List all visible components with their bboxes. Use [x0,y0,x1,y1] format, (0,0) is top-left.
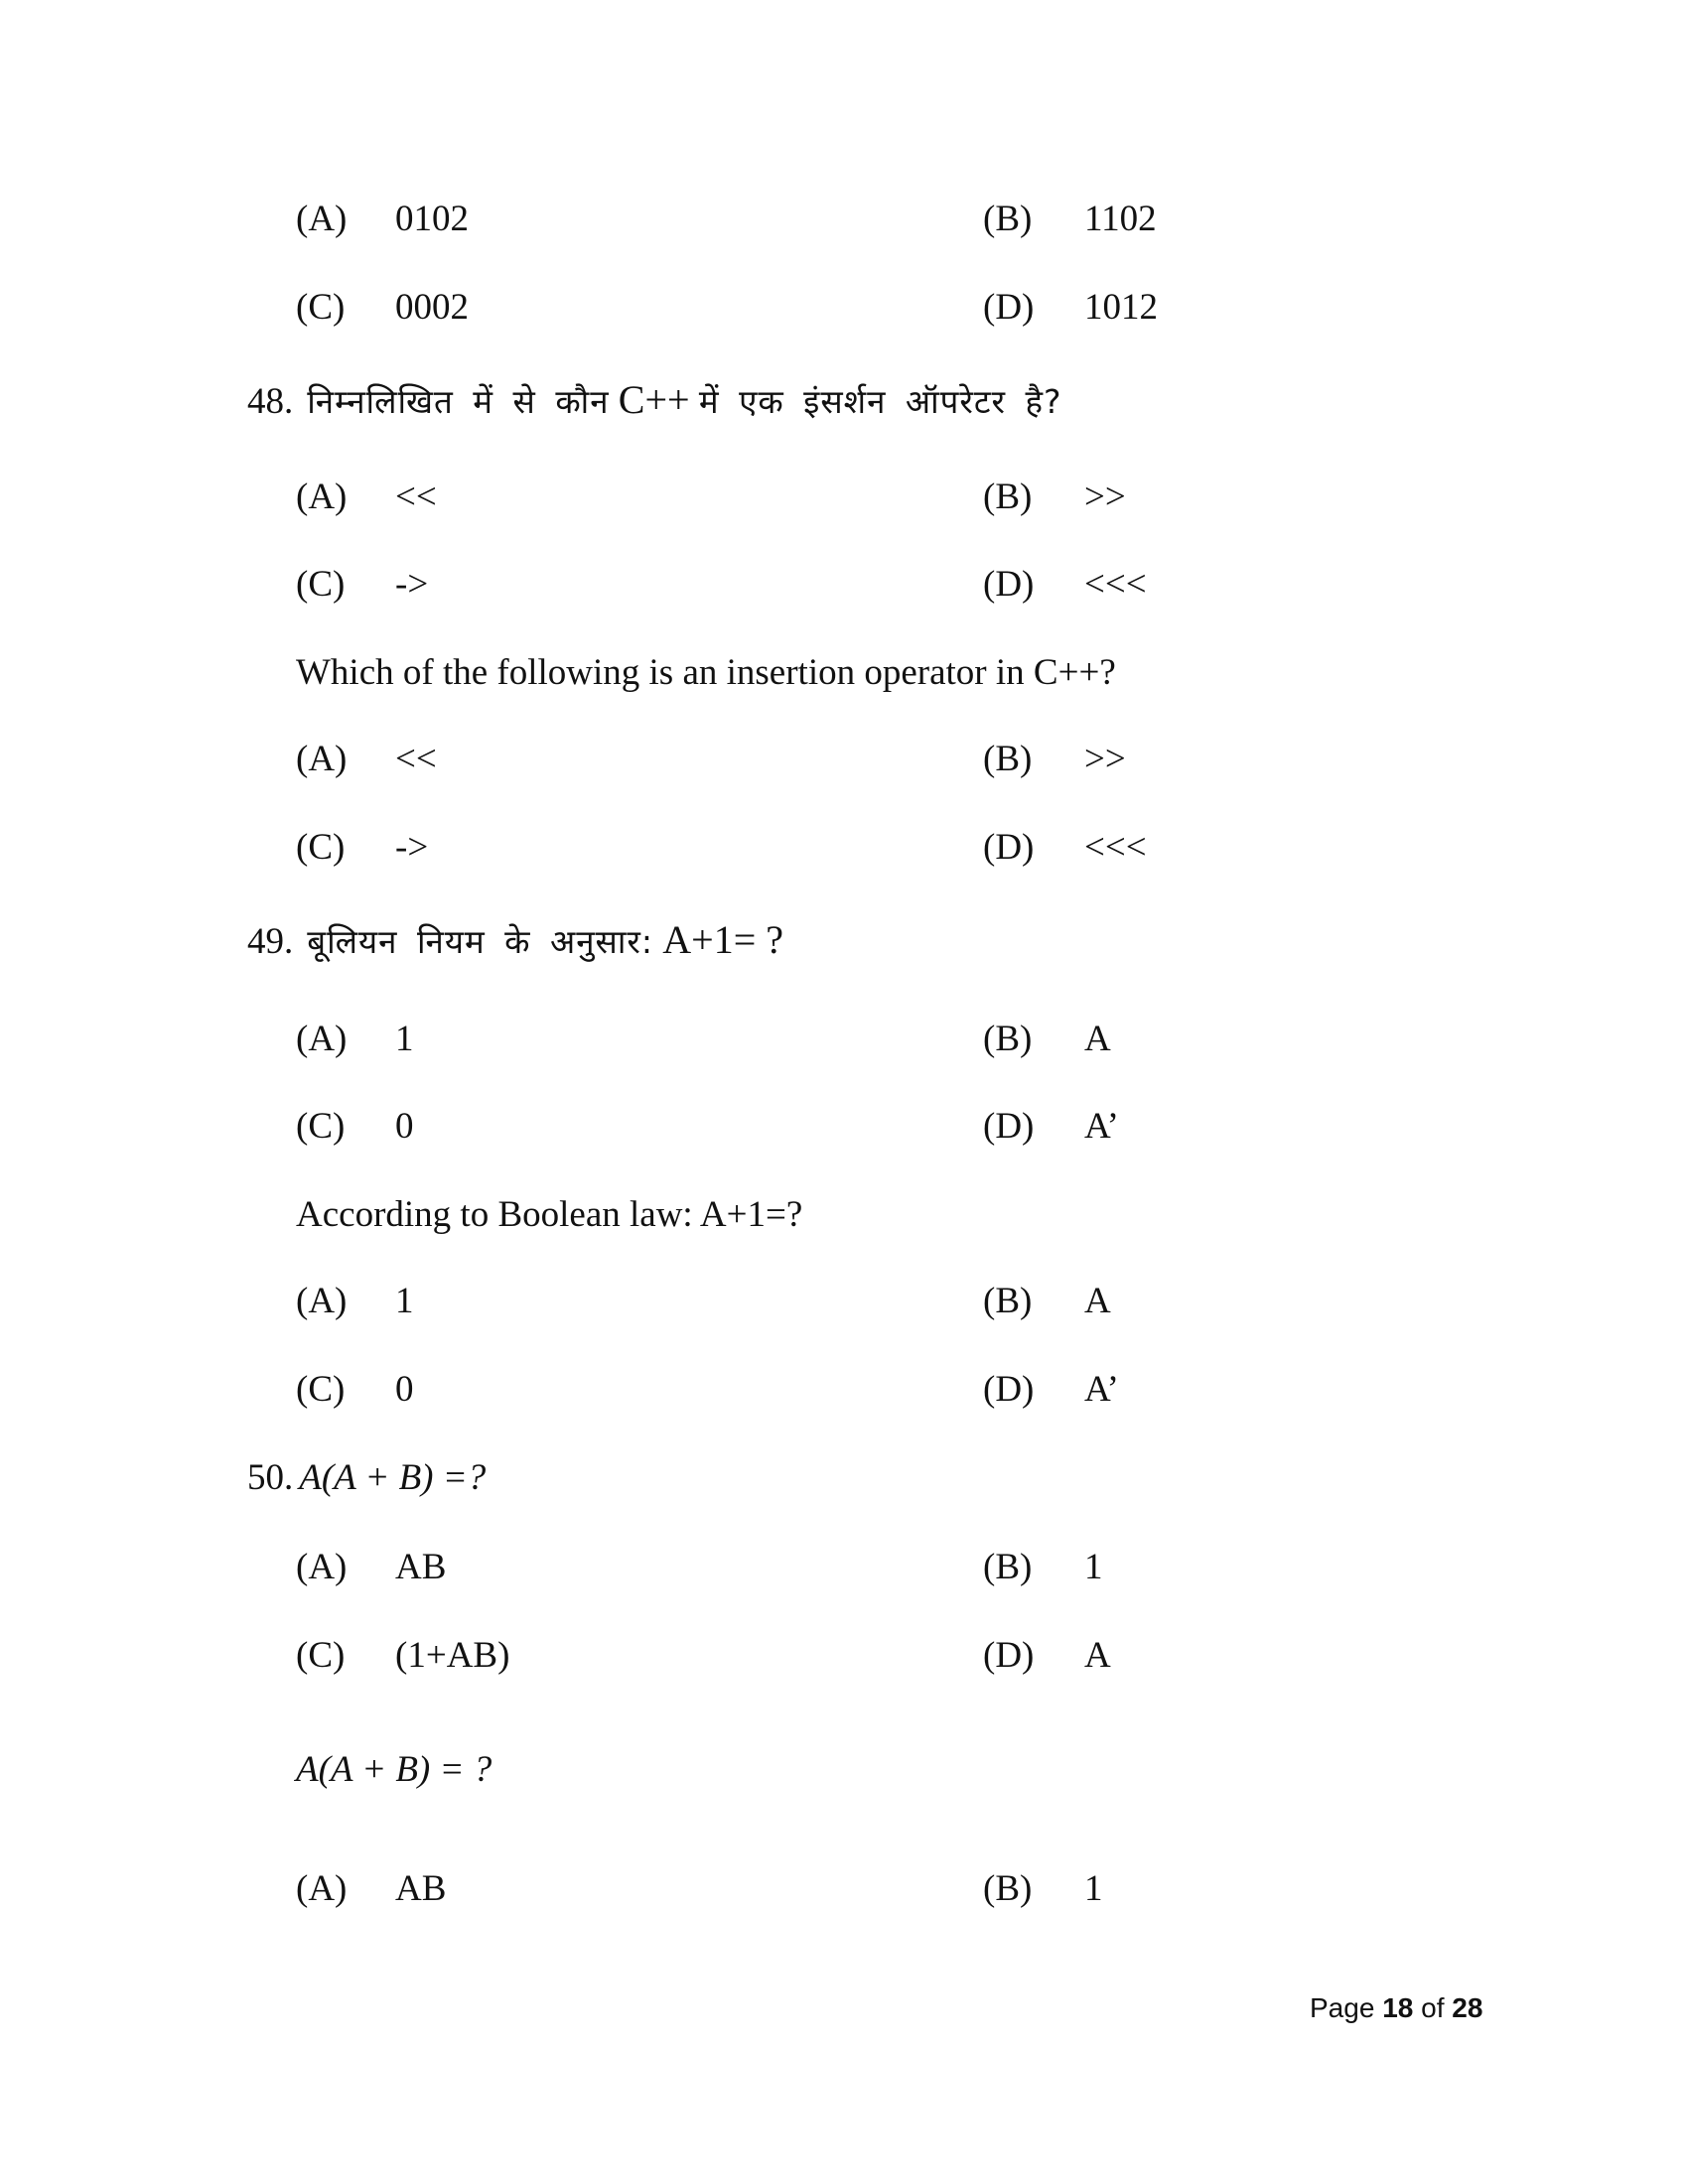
option-value: 0 [395,1369,414,1410]
option-value: 1102 [1084,199,1157,239]
option-label: (A) [296,199,348,239]
question-number: 50. [247,1457,294,1498]
option-label: (A) [296,739,348,779]
option-label: (A) [296,1019,348,1059]
question-50-english: A(A + B) = ? [296,1749,492,1790]
option-value: >> [1084,739,1126,779]
option-value: 1 [1084,1868,1103,1909]
option-label: (D) [983,564,1035,605]
option-label: (B) [983,1019,1033,1059]
option-value: >> [1084,477,1126,517]
page-prefix: Page [1310,1992,1375,2023]
option-label: (B) [983,1281,1033,1321]
option-value: 1 [395,1019,414,1059]
option-label: (C) [296,287,346,328]
option-label: (C) [296,1106,346,1147]
option-label: (D) [983,827,1035,868]
option-value: 1012 [1084,287,1158,328]
inline-code: C++ [618,377,690,422]
option-value: AB [395,1547,447,1587]
option-value: A [1084,1281,1111,1321]
option-label: (A) [296,1868,348,1909]
option-value: -> [395,827,429,868]
question-text-hindi: में एक इंसर्शन ऑपरेटर है? [698,382,1062,421]
option-value: (1+AB) [395,1635,510,1676]
question-50-hindi [247,1456,486,1500]
question-text-hindi: बूलियन नियम के अनुसार: [307,922,654,961]
option-label: (D) [983,1369,1035,1410]
page-separator: of [1421,1992,1445,2023]
question-48-english: Which of the following is an insertion operator in C++? [296,652,1116,693]
option-label: (D) [983,1635,1035,1676]
option-value: <<< [1084,564,1147,605]
option-label: (D) [983,1106,1035,1147]
option-label: (A) [296,1281,348,1321]
option-value: A’ [1084,1369,1119,1410]
option-value: << [395,739,437,779]
option-label: (B) [983,1868,1033,1909]
question-number: 49. [247,921,294,962]
question-49-hindi [247,918,783,962]
total-pages: 28 [1452,1992,1483,2023]
option-label: (B) [983,477,1033,517]
option-value: A’ [1084,1106,1119,1147]
option-label: (A) [296,1547,348,1587]
question-48-hindi [247,378,1062,422]
option-value: 0102 [395,199,469,239]
page-number-footer [1310,1991,1482,2025]
option-value: AB [395,1868,447,1909]
option-value: <<< [1084,827,1147,868]
option-value: 0002 [395,287,469,328]
option-value: 1 [1084,1547,1103,1587]
option-label: (A) [296,477,348,517]
question-49-english: According to Boolean law: A+1=? [296,1194,803,1235]
option-value: -> [395,564,429,605]
option-value: 1 [395,1281,414,1321]
current-page: 18 [1382,1992,1414,2023]
option-label: (B) [983,1547,1033,1587]
question-text-hindi: निम्नलिखित में से कौन [307,382,610,421]
option-label: (D) [983,287,1035,328]
option-label: (B) [983,199,1033,239]
option-label: (B) [983,739,1033,779]
option-value: << [395,477,437,517]
option-value: A [1084,1019,1111,1059]
option-value: A [1084,1635,1111,1676]
inline-equation: A+1= ? [662,917,784,962]
option-label: (C) [296,1635,346,1676]
option-label: (C) [296,827,346,868]
math-equation: A(A + B) =? [299,1457,487,1498]
option-value: 0 [395,1106,414,1147]
option-label: (C) [296,1369,346,1410]
option-label: (C) [296,564,346,605]
question-number: 48. [247,381,294,422]
